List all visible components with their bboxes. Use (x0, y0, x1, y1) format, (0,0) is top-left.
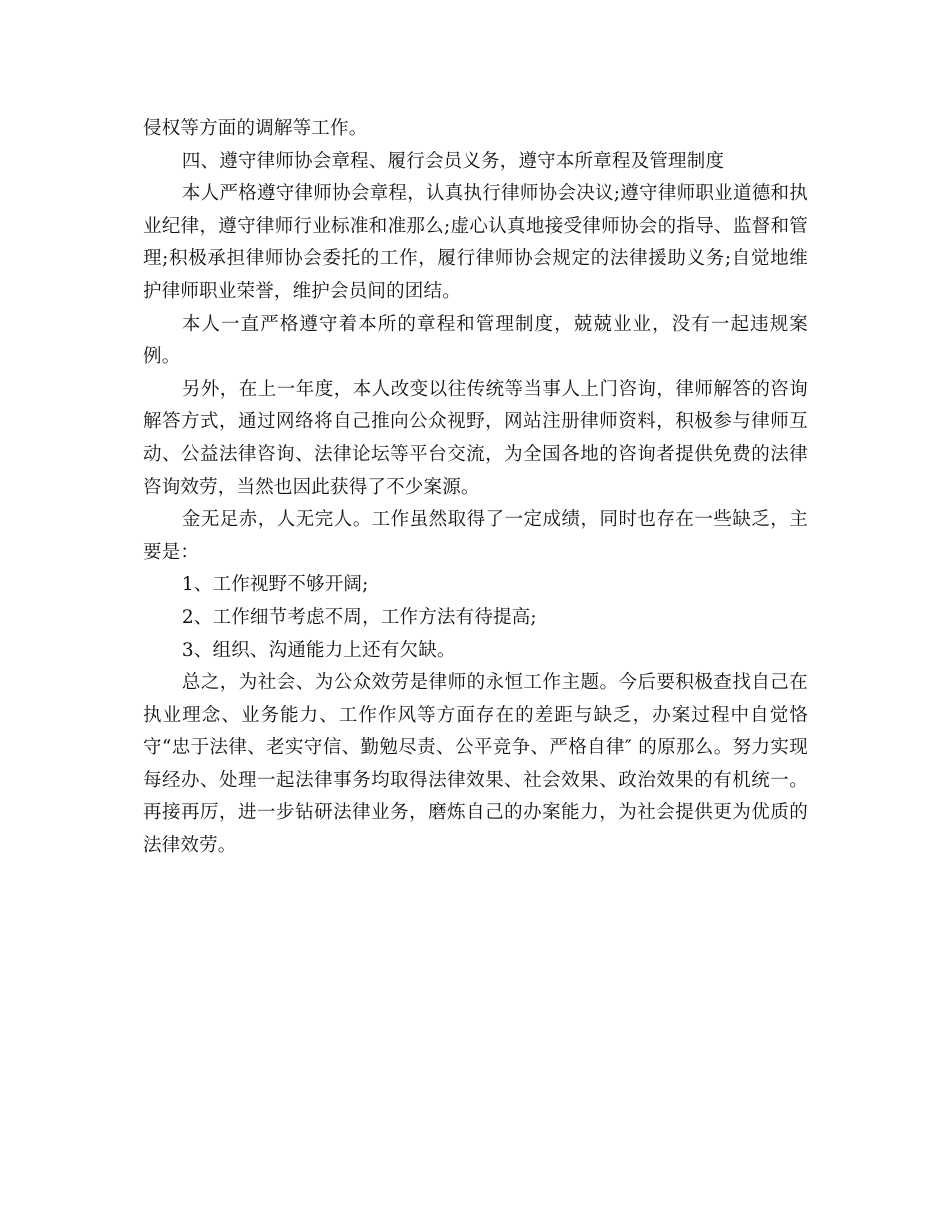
paragraph-association-rules: 本人严格遵守律师协会章程，认真执行律师协会决议;遵守律师职业道德和执业纪律，遵守律师行业标准和准那么;虚心认真地接受律师协会的指导、监督和管理;积极承担律师协会委托的工作，履行律师协会规定的法律援助义务;自觉地维护律师职业荣誉，维护会员间的团结。 (143, 183, 808, 302)
paragraph-shortcomings-intro: 金无足赤，人无完人。工作虽然取得了一定成绩，同时也存在一些缺乏，主要是： (143, 509, 808, 563)
document-body (143, 113, 808, 863)
paragraph-firm-rules: 本人一直严格遵守着本所的章程和管理制度，兢兢业业，没有一起违规案例。 (143, 313, 808, 368)
section-heading: 四、遵守律师协会章程、履行会员义务，遵守本所章程及管理制度 (181, 150, 725, 172)
list-item-1: 1、工作视野不够开阔; (181, 574, 369, 596)
list-item-2: 2、工作细节考虑不周，工作方法有待提高; (181, 606, 537, 628)
paragraph-conclusion: 总之，为社会、为公众效劳是律师的永恒工作主题。今后要积极查找自己在执业理念、业务能力、工作作风等方面存在的差距与缺乏，办案过程中自觉恪守“忠于法律、老实守信、勤勉尽责、公平竞争、严格自律″ 的原那么。努力实现每经办、处理一起法律事务均取得法律效果、社会效果、政治效果的有机统一。再接再厉，进一步钻研法律业务，磨炼自己的办案能力，为社会提供更为优质的法律效劳。 (143, 672, 808, 857)
paragraph-online-consulting: 另外，在上一年度，本人改变以往传统等当事人上门咨询，律师解答的咨询解答方式，通过网络将自己推向公众视野，网站注册律师资料，积极参与律师互动、公益法律咨询、法律论坛等平台交流，为全国各地的咨询者提供免费的法律咨询效劳，当然也因此获得了不少案源。 (143, 378, 808, 498)
paragraph-continuation: 侵权等方面的调解等工作。 (143, 118, 368, 139)
list-item-3: 3、组织、沟通能力上还有欠缺。 (181, 639, 456, 661)
